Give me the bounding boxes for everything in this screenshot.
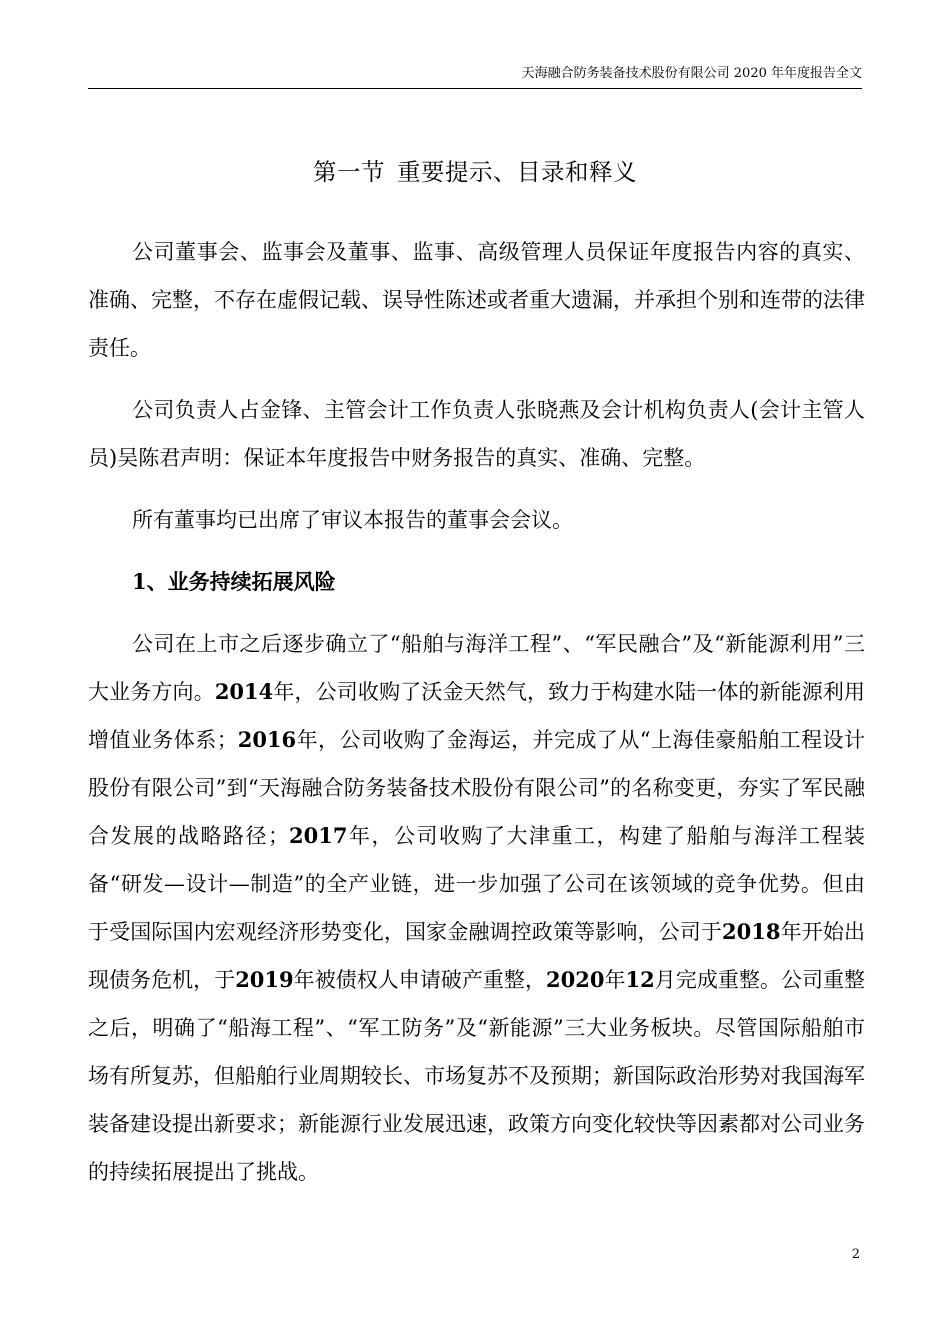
text-segment: 年，公司收购了大津重工，构建了船舶与海洋工程装备“研发—设计—制造”的全产业链，进一步加强了公司在该领域的竞争优势。但由于受国际国内宏观经济形势变化，国家金融调控政策等影响，公司于 bbox=[88, 824, 866, 944]
section-number: 第一节 bbox=[313, 158, 385, 186]
year-2019: 2019 bbox=[235, 967, 294, 992]
document-body bbox=[88, 228, 865, 1196]
text-segment: 月完成重整。公司重整之后，明确了“船海工程”、“军工防务”及“新能源”三大业务板块。尽管国际船舶市场有所复苏，但船舶行业周期较长、市场复苏不及预期；新国际政治形势对我国海军装备建设提出新要求；新能源行业发展迅速，政策方向变化较快等因素都对公司业务的持续拓展提出了挑战。 bbox=[88, 968, 866, 1184]
page-header bbox=[88, 62, 862, 89]
text-segment: 年被债权人申请破产重整， bbox=[293, 968, 546, 992]
page-number: 2 bbox=[851, 1247, 860, 1262]
text-segment: 年，公司收购了金海运，并完成了从“上海佳豪船舶工程设计股份有限公司”到“天海融合防务装备技术股份有限公司”的名称变更，夯实了军民融合发展的战略路径； bbox=[88, 728, 866, 848]
paragraph-attendance: 所有董事均已出席了审议本报告的董事会会议。 bbox=[132, 508, 573, 532]
year-2018: 2018 bbox=[722, 919, 781, 944]
paragraph-officer-declaration: 公司负责人占金锋、主管会计工作负责人张晓燕及会计机构负责人(会计主管人员)吴陈君声明：保证本年度报告中财务报告的真实、准确、完整。 bbox=[88, 398, 865, 470]
text-segment: 年开始出现债务危机，于 bbox=[88, 920, 866, 992]
section-title bbox=[0, 154, 950, 190]
month-12: 12 bbox=[625, 967, 655, 992]
paragraph-business-risk bbox=[88, 620, 865, 1196]
year-2014: 2014 bbox=[214, 679, 274, 704]
year-2016: 2016 bbox=[237, 727, 297, 752]
text-segment: 年 bbox=[604, 968, 626, 992]
running-title: 天海融合防务装备技术股份有限公司 2020 年年度报告全文 bbox=[521, 66, 862, 81]
risk-heading: 1、业务持续拓展风险 bbox=[132, 569, 336, 594]
section-heading: 重要提示、目录和释义 bbox=[397, 158, 637, 186]
text-segment: 年，公司收购了沃金天然气，致力于构建水陆一体的新能源利用增值业务体系； bbox=[88, 680, 866, 752]
text-segment: 公司在上市之后逐步确立了“船舶与海洋工程”、“军民融合”及“新能源利用”三大业务方向。 bbox=[88, 632, 865, 704]
paragraph-board-statement: 公司董事会、监事会及董事、监事、高级管理人员保证年度报告内容的真实、准确、完整，不存在虚假记载、误导性陈述或者重大遗漏，并承担个别和连带的法律责任。 bbox=[88, 240, 865, 360]
year-2017: 2017 bbox=[289, 823, 348, 848]
year-2020: 2020 bbox=[546, 967, 605, 992]
